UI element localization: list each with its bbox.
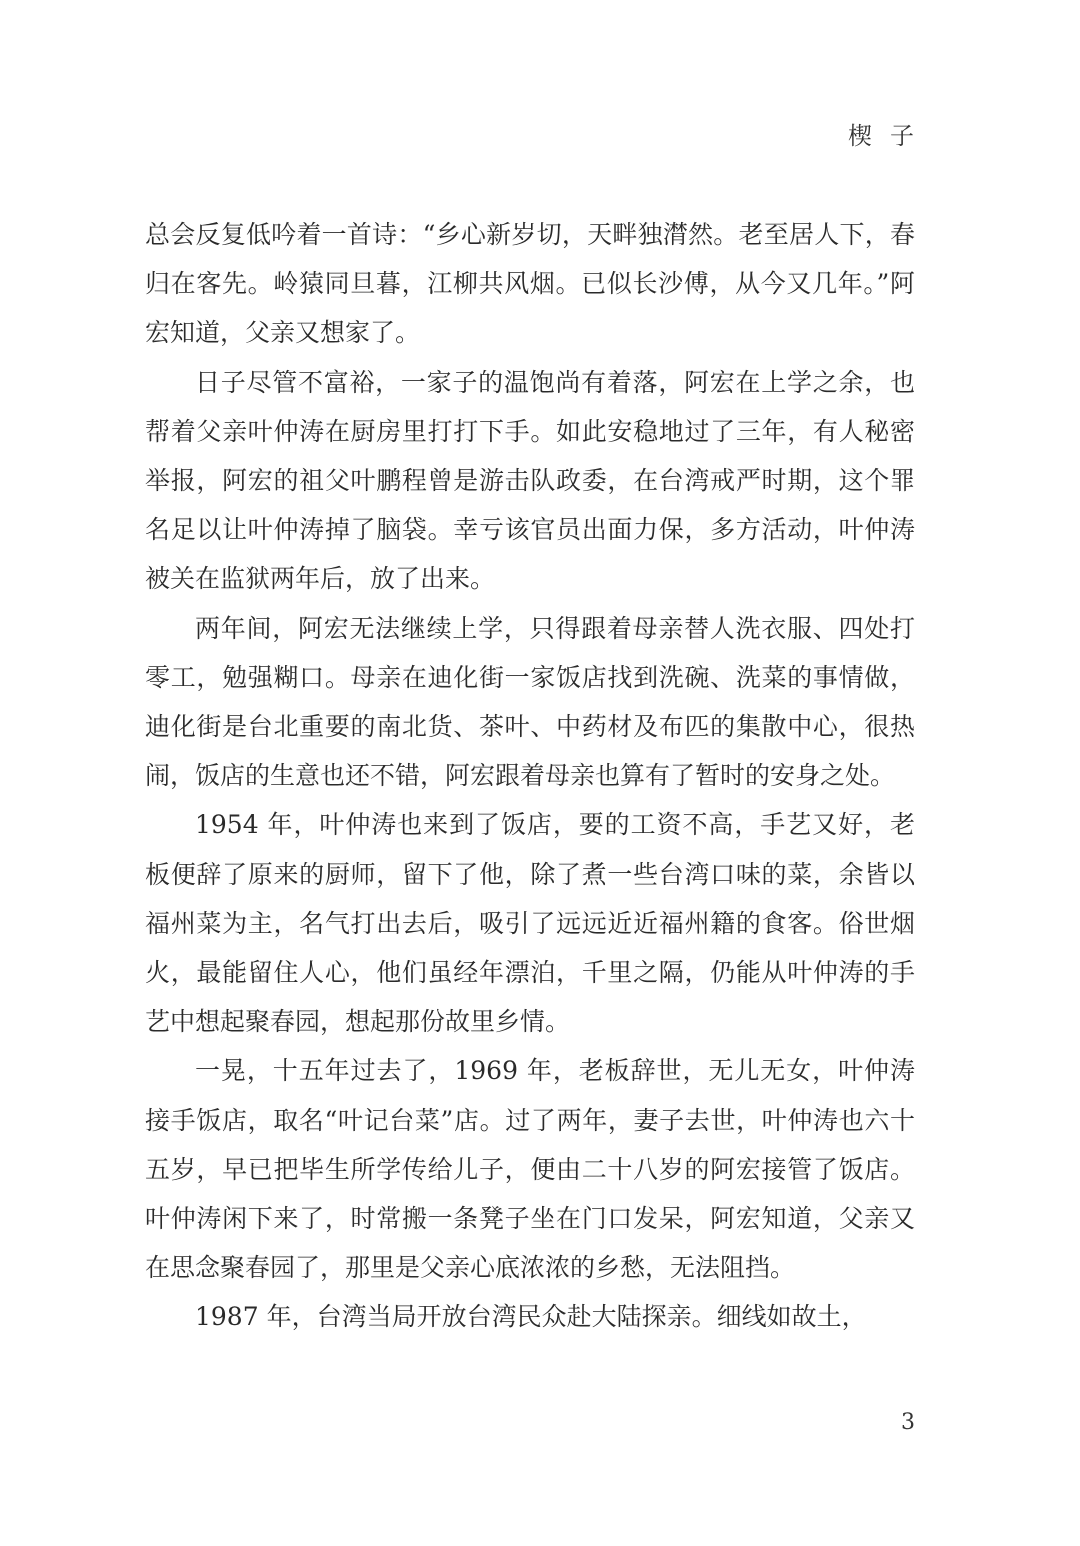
paragraph: 日子尽管不富裕，一家子的温饱尚有着落，阿宏在上学之余，也帮着父亲叶仲涛在厨房里打打下手。如此安稳地过了三年，有人秘密举报，阿宏的祖父叶鹏程曾是游击队政委，在台湾戒严时期，这个罪名足以让叶仲涛掉了脑袋。幸亏该官员出面力保，多方活动，叶仲涛被关在监狱两年后，放了出来。 [145, 367, 915, 594]
paragraph: 两年间，阿宏无法继续上学，只得跟着母亲替人洗衣服、四处打零工，勉强糊口。母亲在迪化街一家饭店找到洗碗、洗菜的事情做，迪化街是台北重要的南北货、茶叶、中药材及布匹的集散中心，很热闹，饭店的生意也还不错，阿宏跟着母亲也算有了暂时的安身之处。 [145, 613, 915, 791]
paragraph: 1987 年，台湾当局开放台湾民众赴大陆探亲。细线如故土， [195, 1302, 867, 1332]
running-header: 楔子 [848, 122, 932, 150]
paragraph-continued: 总会反复低吟着一首诗：“乡心新岁切，天畔独潸然。老至居人下，春归在客先。岭猿同旦暮，江柳共风烟。已似长沙傅，从今又几年。”阿宏知道，父亲又想家了。 [145, 220, 915, 348]
body-text [145, 210, 915, 1342]
paragraph: 1954 年，叶仲涛也来到了饭店，要的工资不高，手艺又好，老板便辞了原来的厨师，留下了他，除了煮一些台湾口味的菜，余皆以福州菜为主，名气打出去后，吸引了远远近近福州籍的食客。俗世烟火，最能留住人心，他们虽经年漂泊，千里之隔，仍能从叶仲涛的手艺中想起聚春园，想起那份故里乡情。 [145, 810, 915, 1037]
page-number: 3 [901, 1410, 915, 1435]
paragraph: 一晃，十五年过去了，1969 年，老板辞世，无儿无女，叶仲涛接手饭店，取名“叶记台菜”店。过了两年，妻子去世，叶仲涛也六十五岁，早已把毕生所学传给儿子，便由二十八岁的阿宏接管了饭店。叶仲涛闲下来了，时常搬一条凳子坐在门口发呆，阿宏知道，父亲又在思念聚春园了，那里是父亲心底浓浓的乡愁，无法阻挡。 [145, 1056, 915, 1283]
